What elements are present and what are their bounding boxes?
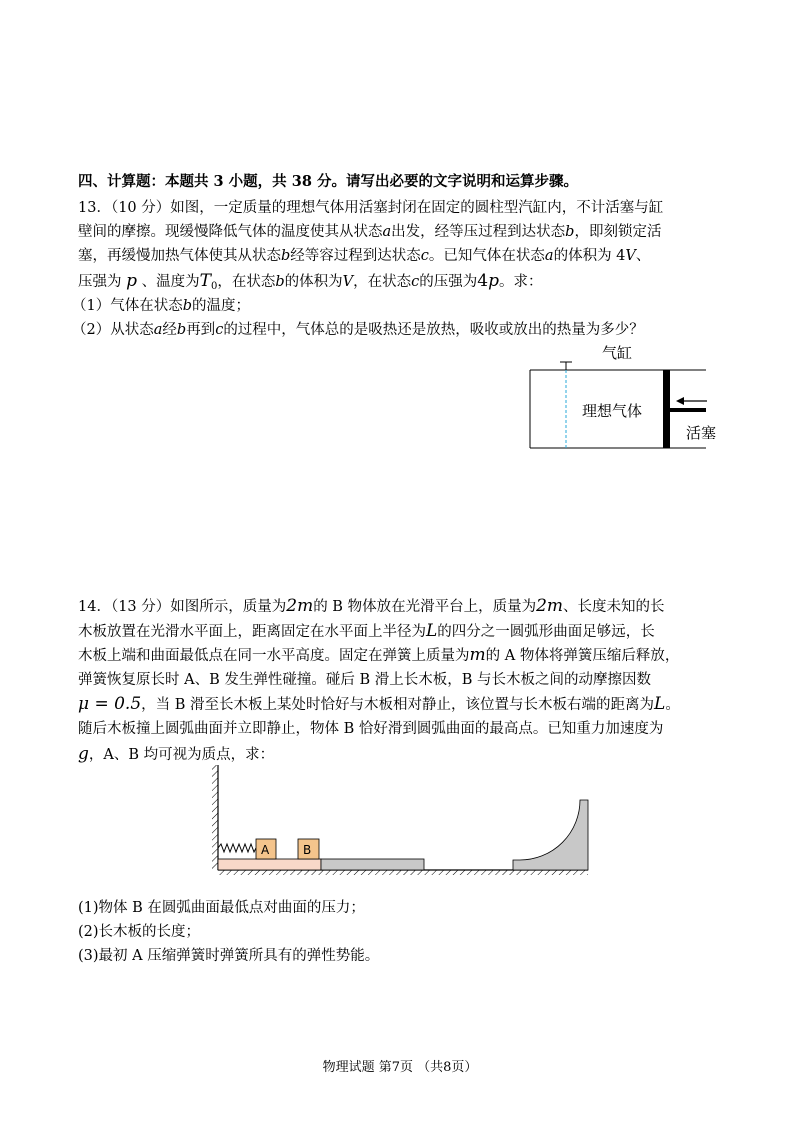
q14-text: 。 <box>665 697 680 713</box>
state-b: b <box>275 274 285 290</box>
q14-part-1: (1)物体 B 在圆弧曲面最低点对曲面的压力； <box>78 900 365 916</box>
quarter-arc-surface <box>513 800 588 870</box>
q13-text: 壁间的摩擦。现缓慢降低气体的温度使其从状态 <box>78 224 383 240</box>
state-b: b <box>176 322 187 338</box>
q13-text: 出发，经等压过程到达状态 <box>391 224 566 240</box>
q13-text: 、温度为 <box>141 274 200 290</box>
q14-text: 14．（13 分）如图所示，质量为 <box>78 599 287 615</box>
q13-text: （1）气体在状态 <box>72 298 183 314</box>
q13-text: 再到 <box>186 322 216 338</box>
q13-part-2 <box>72 320 644 340</box>
coefficient: 4 <box>477 271 489 291</box>
q13-line-2 <box>78 222 661 242</box>
q14-line-5 <box>78 694 680 715</box>
q13-text: 的体积为 <box>284 274 343 290</box>
q13-text: 、 <box>635 248 651 264</box>
q13-line-4 <box>78 271 542 297</box>
page-footer: 物理试题 第7页 （共8页） <box>322 1060 478 1075</box>
cylinder-label: 气缸 <box>602 344 633 362</box>
piston <box>663 370 670 448</box>
q13-text: ，即刻锁定活 <box>574 224 662 240</box>
arrow-head-icon <box>676 397 684 405</box>
q14-part-2: (2)长木板的长度； <box>78 924 201 940</box>
q13-text: 。求： <box>498 274 543 290</box>
q14-text: ，A、B 均可视为质点，求： <box>88 747 275 763</box>
q13-text: ，在状态 <box>353 274 412 290</box>
volume-symbol: V <box>625 248 636 264</box>
q14-line-2 <box>78 621 655 642</box>
piston-label: 活塞 <box>686 424 717 442</box>
q13-line-3 <box>78 246 650 266</box>
q13-line-1: 13．（10 分）如图，一定质量的理想气体用活塞封闭在固定的圆柱型汽缸内，不计活塞与缸 <box>78 200 664 216</box>
state-c: c <box>420 248 429 264</box>
q14-text: 木板上端和曲面最低点在同一水平高度。固定在弹簧上质量为 <box>78 648 470 664</box>
q14-text: 的四分之一圆弧形曲面足够远，长 <box>437 624 655 640</box>
q14-text: 的 A 物体将弹簧压缩后释放， <box>485 648 680 664</box>
gravity-g: g <box>78 744 89 764</box>
state-b: b <box>565 224 575 240</box>
q14-text: 、长度未知的长 <box>563 599 665 615</box>
state-b: b <box>281 248 291 264</box>
state-a: a <box>544 248 554 264</box>
gas-label: 理想气体 <box>582 402 643 420</box>
q13-text: 的温度； <box>192 298 251 314</box>
state-c: c <box>411 274 420 290</box>
q13-text: 经等容过程到达状态 <box>290 248 421 264</box>
mass-m: m <box>469 645 486 665</box>
mechanics-figure <box>205 762 605 877</box>
q13-text: 压强为 <box>78 274 122 290</box>
q14-part-3: (3)最初 A 压缩弹簧时弹簧所具有的弹性势能。 <box>78 948 380 964</box>
volume-symbol: V <box>342 274 354 290</box>
q13-text: ，在状态 <box>217 274 276 290</box>
q13-text: 。已知气体在状态 <box>428 248 545 264</box>
section-title: 四、计算题：本题共 3 小题，共 38 分。请写出必要的文字说明和运算步骤。 <box>78 173 578 190</box>
radius-L: L <box>426 621 438 641</box>
q14-text: 木板放置在光滑水平面上，距离固定在水平面上半径为 <box>78 624 426 640</box>
q13-text: 的压强为 <box>419 274 478 290</box>
q14-text: ，当 B 滑至长木板上某处时恰好与木板相对静止，该位置与长木板右端的距离为 <box>141 697 655 713</box>
pressure-symbol: p <box>488 271 499 291</box>
q13-text: 的过程中，气体总的是吸热还是放热，吸收或放出的热量为多少？ <box>223 322 644 338</box>
long-board <box>321 859 424 870</box>
pressure-symbol: p <box>126 271 137 291</box>
platform <box>218 859 321 870</box>
q14-line-6: 随后木板撞上圆弧曲面并立即静止，物体 B 恰好滑到圆弧曲面的最高点。已知重力加速度为 <box>78 721 664 737</box>
mass-2m: 2m <box>286 596 314 616</box>
block-a-label: A <box>261 843 270 857</box>
q13-text: 的体积为 4 <box>553 248 626 264</box>
q14-text: 的 B 物体放在光滑平台上，质量为 <box>313 599 537 615</box>
q14-line-1 <box>78 596 665 617</box>
wall-hatch <box>212 765 218 870</box>
state-a: a <box>382 224 392 240</box>
state-b: b <box>182 298 193 314</box>
spring-icon <box>218 844 256 852</box>
friction-coefficient: μ = 0.5 <box>78 694 142 714</box>
ground-hatch <box>218 870 588 875</box>
mass-2m: 2m <box>536 596 564 616</box>
q14-line-3 <box>78 645 679 666</box>
temperature-subscript: 0 <box>210 281 218 292</box>
distance-L: L <box>654 694 666 714</box>
q13-text: 塞，再缓慢加热气体使其从状态 <box>78 248 281 264</box>
state-c: c <box>215 322 224 338</box>
temperature-symbol: T <box>199 271 211 291</box>
q13-text: （2）从状态 <box>72 322 154 338</box>
cylinder-figure <box>520 340 720 455</box>
state-a: a <box>153 322 163 338</box>
block-b-label: B <box>303 843 312 857</box>
q14-line-4: 弹簧恢复原长时 A、B 发生弹性碰撞。碰后 B 滑上长木板，B 与长木板之间的动摩擦因数 <box>78 672 651 688</box>
q13-text: 经 <box>162 322 177 338</box>
q13-part-1 <box>72 296 250 316</box>
